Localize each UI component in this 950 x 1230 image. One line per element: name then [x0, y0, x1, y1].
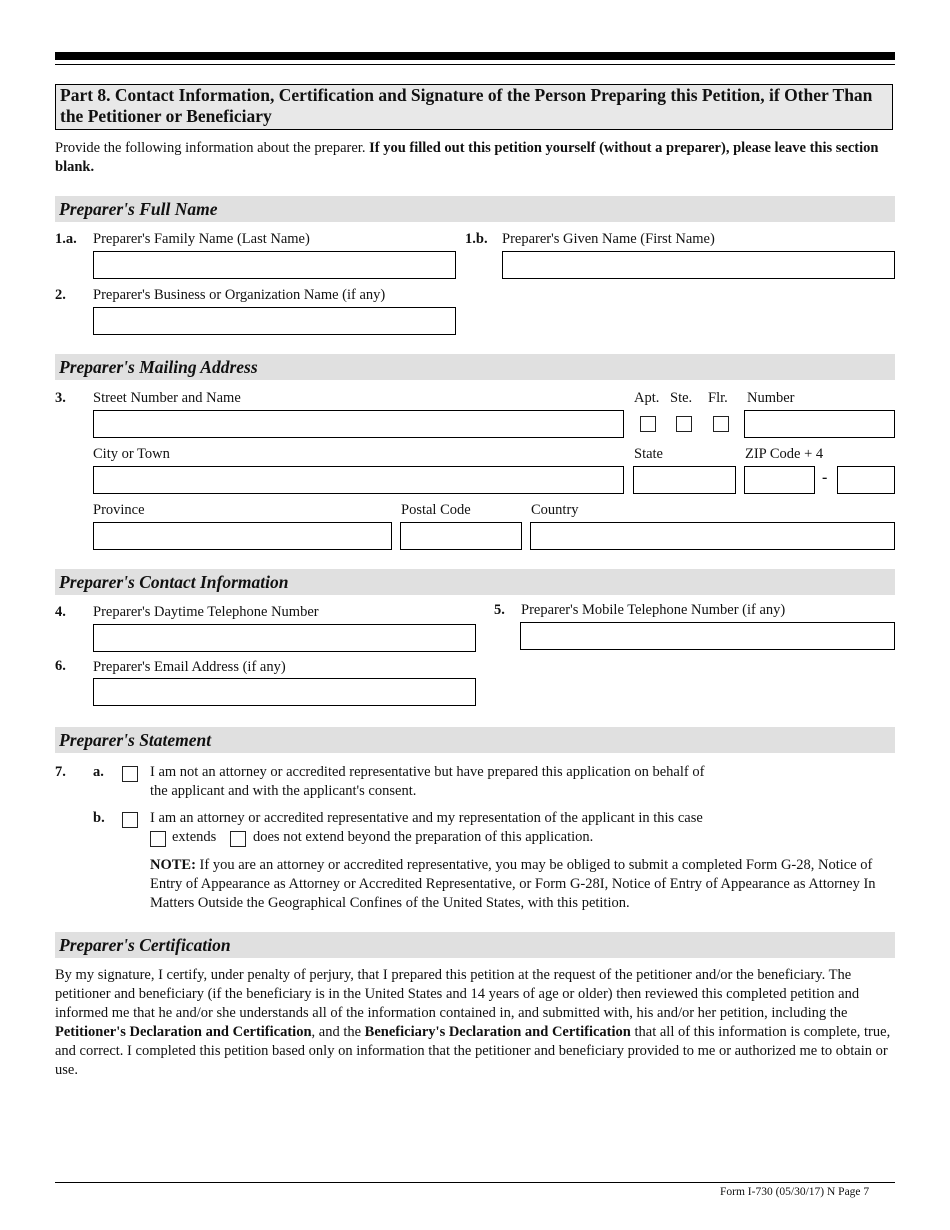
- zip-code-input[interactable]: [744, 466, 815, 494]
- section-title-statement: Preparer's Statement: [59, 730, 212, 750]
- street-input[interactable]: [93, 410, 624, 438]
- ste-checkbox[interactable]: [676, 416, 692, 432]
- does-not-extend-checkbox[interactable]: [230, 831, 246, 847]
- item-7b-letter: b.: [93, 810, 105, 826]
- certification-text-part1: By my signature, I certify, under penalty of perjury, that I prepared this petition at the request of the petitioner and/or the beneficiary. The petitioner and beneficiary (if the beneficiary is in the United States and 14 years of age or older) then reviewed this completed petition and informed me that he and/or she understands all of the information contained in, and submitted with, his and/or her petition, including the: [55, 967, 860, 1021]
- daytime-phone-label: Preparer's Daytime Telephone Number: [93, 604, 319, 620]
- extends-checkbox[interactable]: [150, 831, 166, 847]
- intro-bold-text: If you filled out this petition yourself (without a preparer), please leave this section blank.: [55, 140, 879, 175]
- postal-code-input[interactable]: [400, 522, 522, 550]
- family-name-label: Preparer's Family Name (Last Name): [93, 231, 310, 247]
- attorney-checkbox[interactable]: [122, 812, 138, 828]
- does-not-extend-label: does not extend beyond the preparation of this application.: [253, 829, 594, 845]
- item-4-number: 4.: [55, 604, 66, 620]
- section-title-contact: Preparer's Contact Information: [59, 572, 289, 592]
- street-label: Street Number and Name: [93, 390, 241, 406]
- intro-text: Provide the following information about the preparer.: [55, 140, 370, 156]
- item-3-number: 3.: [55, 390, 66, 406]
- email-label: Preparer's Email Address (if any): [93, 659, 286, 675]
- section-title-certification: Preparer's Certification: [59, 935, 231, 955]
- organization-name-input[interactable]: [93, 307, 456, 335]
- given-name-input[interactable]: [502, 251, 895, 279]
- section-title-mailing-address: Preparer's Mailing Address: [59, 357, 258, 377]
- certification-bold-beneficiary: Beneficiary's Declaration and Certification: [364, 1024, 631, 1040]
- apt-checkbox[interactable]: [640, 416, 656, 432]
- item-7-number: 7.: [55, 764, 66, 780]
- note-text: If you are an attorney or accredited representative, you may be obliged to submit a completed Form G-28, Notice of Entry of Appearance as Attorney or Accredited Representative, or Form G-28I, Notice of Entry of Appearance as Attorney In Matters Outside the Geographical Confines of the United States, with this petition.: [150, 857, 876, 911]
- note-heading: NOTE:: [150, 857, 196, 873]
- footer-form-id: Form I-730 (05/30/17) N Page 7: [720, 1186, 870, 1198]
- flr-checkbox[interactable]: [713, 416, 729, 432]
- unit-number-input[interactable]: [744, 410, 895, 438]
- item-1b-number: 1.b.: [465, 231, 488, 247]
- country-input[interactable]: [530, 522, 895, 550]
- zip-dash: -: [822, 469, 828, 486]
- item-1a-number: 1.a.: [55, 231, 77, 247]
- province-input[interactable]: [93, 522, 392, 550]
- footer-rule: [55, 1182, 895, 1183]
- certification-text-part3: that all of this information is complete, true, and correct. I completed this petition based only on information that the petitioner and beneficiary provided to me or authorized me to obtain or use.: [55, 1024, 891, 1078]
- top-rule-thick: [55, 52, 895, 60]
- number-label: Number: [747, 390, 795, 406]
- certification-bold-petitioner: Petitioner's Declaration and Certification: [55, 1024, 312, 1040]
- item-2-number: 2.: [55, 287, 66, 303]
- email-input[interactable]: [93, 678, 476, 706]
- item-5-number: 5.: [494, 602, 505, 618]
- extends-label: extends: [172, 829, 217, 845]
- city-label: City or Town: [93, 446, 170, 462]
- attorney-text: I am an attorney or accredited representative and my representation of the applicant in this case: [150, 810, 703, 826]
- mobile-phone-label: Preparer's Mobile Telephone Number (if any): [521, 602, 786, 618]
- city-input[interactable]: [93, 466, 624, 494]
- state-select[interactable]: [633, 466, 736, 494]
- item-7a-letter: a.: [93, 764, 104, 780]
- section-title-full-name: Preparer's Full Name: [59, 199, 218, 219]
- zip-label: ZIP Code + 4: [745, 446, 824, 462]
- organization-name-label: Preparer's Business or Organization Name (if any): [93, 287, 386, 303]
- not-attorney-text-line1: I am not an attorney or accredited representative but have prepared this application on behalf of: [150, 764, 705, 780]
- flr-label: Flr.: [708, 390, 728, 406]
- certification-text: [55, 966, 895, 1080]
- item-6-number: 6.: [55, 658, 66, 674]
- apt-label: Apt.: [634, 390, 660, 406]
- attorney-note: [150, 856, 885, 913]
- certification-text-part2: , and the: [311, 1024, 365, 1040]
- country-label: Country: [531, 502, 579, 518]
- top-rule-thin: [55, 64, 895, 65]
- province-label: Province: [93, 502, 145, 518]
- zip-plus4-input[interactable]: [837, 466, 895, 494]
- part-title: Part 8. Contact Information, Certification and Signature of the Person Preparing this Petition, if Other Than the Petitioner or Beneficiary: [60, 85, 873, 126]
- daytime-phone-input[interactable]: [93, 624, 476, 652]
- postal-code-label: Postal Code: [401, 502, 471, 518]
- part-intro: [55, 139, 895, 177]
- family-name-input[interactable]: [93, 251, 456, 279]
- not-attorney-text-line2: the applicant and with the applicant's consent.: [150, 783, 417, 799]
- state-label: State: [634, 446, 663, 462]
- mobile-phone-input[interactable]: [520, 622, 895, 650]
- ste-label: Ste.: [670, 390, 693, 406]
- not-attorney-checkbox[interactable]: [122, 766, 138, 782]
- given-name-label: Preparer's Given Name (First Name): [502, 231, 715, 247]
